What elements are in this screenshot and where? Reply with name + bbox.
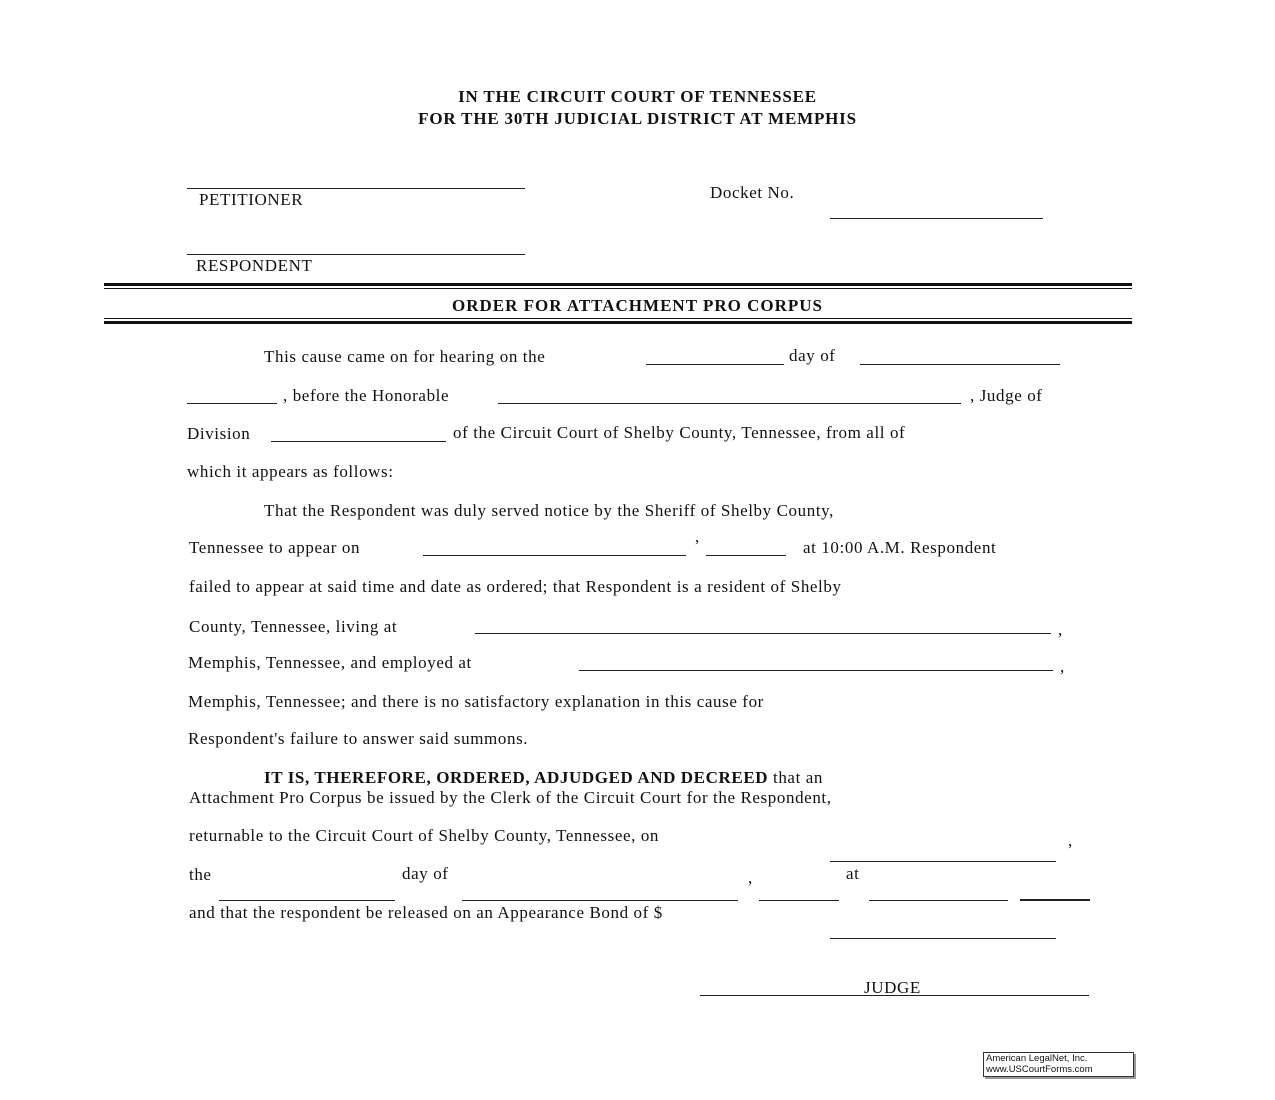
order-line-3: returnable to the Circuit Court of Shelby County, Tennessee, on <box>189 826 660 845</box>
body-line-11: Respondent's failure to answer said summons. <box>188 729 529 748</box>
title-rule-bottom-thin <box>104 318 1132 319</box>
body-line-1a: This cause came on for hearing on the <box>264 347 546 366</box>
publisher-name: American LegalNet, Inc. <box>986 1053 1088 1064</box>
judge-label: JUDGE <box>864 978 921 997</box>
title-rule-bottom-thick <box>104 321 1132 324</box>
order-line-1 <box>264 768 823 788</box>
order-line-4a: the <box>189 865 212 884</box>
residence-address-line <box>475 633 1051 634</box>
order-decree-bold: IT IS, THEREFORE, ORDERED, ADJUDGED AND DECREED <box>264 768 769 787</box>
employer-line <box>579 670 1053 671</box>
hearing-day-line <box>646 364 784 365</box>
body-line-3a: Division <box>187 424 251 443</box>
appear-date-line <box>423 555 686 556</box>
body-line-8b: , <box>1058 620 1063 639</box>
judge-name-line <box>498 403 961 404</box>
return-year-line <box>759 900 839 901</box>
docket-label: Docket No. <box>710 183 795 202</box>
publisher-footer <box>983 1052 1134 1077</box>
order-line-2: Attachment Pro Corpus be issued by the Clerk of the Circuit Court for the Respondent, <box>189 788 832 807</box>
return-time-line <box>869 900 1008 901</box>
body-line-4: which it appears as follows: <box>187 462 394 481</box>
order-line-5: and that the respondent be released on an Appearance Bond of $ <box>189 903 663 922</box>
title-rule-top-thick <box>104 283 1132 286</box>
body-line-6b: at 10:00 A.M. Respondent <box>803 538 997 557</box>
hearing-year-line <box>187 403 277 404</box>
body-line-1b: day of <box>789 346 836 365</box>
body-line-10: Memphis, Tennessee; and there is no satisfactory explanation in this cause for <box>188 692 764 711</box>
body-line-8a: County, Tennessee, living at <box>189 617 398 636</box>
order-line-4b: day of <box>402 864 449 883</box>
petitioner-line <box>187 188 525 189</box>
order-line-3-comma: , <box>1068 831 1073 850</box>
body-line-7: failed to appear at said time and date as ordered; that Respondent is a resident of Shelby <box>189 577 842 596</box>
district-name: FOR THE 30TH JUDICIAL DISTRICT AT MEMPHIS <box>418 109 857 128</box>
return-ampm-line <box>1020 899 1090 901</box>
hearing-month-line <box>860 364 1060 365</box>
body-line-6a: Tennessee to appear on <box>189 538 361 557</box>
publisher-url: www.USCourtForms.com <box>986 1064 1093 1075</box>
return-date-line <box>830 861 1056 862</box>
court-name: IN THE CIRCUIT COURT OF TENNESSEE <box>458 87 817 106</box>
docket-line <box>830 218 1043 219</box>
title-rule-top-thin <box>104 288 1132 289</box>
respondent-line <box>187 254 525 255</box>
body-line-5: That the Respondent was duly served notice by the Sheriff of Shelby County, <box>264 501 835 520</box>
order-line-4c: at <box>846 864 860 883</box>
return-month-line <box>462 900 738 901</box>
body-line-3b: of the Circuit Court of Shelby County, Tennessee, from all of <box>453 423 906 442</box>
order-decree-rest: that an <box>773 768 823 787</box>
petitioner-label: PETITIONER <box>199 190 304 209</box>
return-day-line <box>219 900 395 901</box>
appear-comma: , <box>695 527 700 546</box>
bond-amount-line <box>830 938 1056 939</box>
document-title: ORDER FOR ATTACHMENT PRO CORPUS <box>451 296 824 315</box>
order-line-4-comma: , <box>748 868 753 887</box>
body-line-9b: , <box>1060 657 1065 676</box>
respondent-label: RESPONDENT <box>196 256 313 275</box>
body-line-2b: , Judge of <box>970 386 1043 405</box>
appear-year-line <box>706 555 786 556</box>
body-line-2a: , before the Honorable <box>283 386 450 405</box>
division-line <box>271 441 446 442</box>
body-line-9a: Memphis, Tennessee, and employed at <box>188 653 472 672</box>
